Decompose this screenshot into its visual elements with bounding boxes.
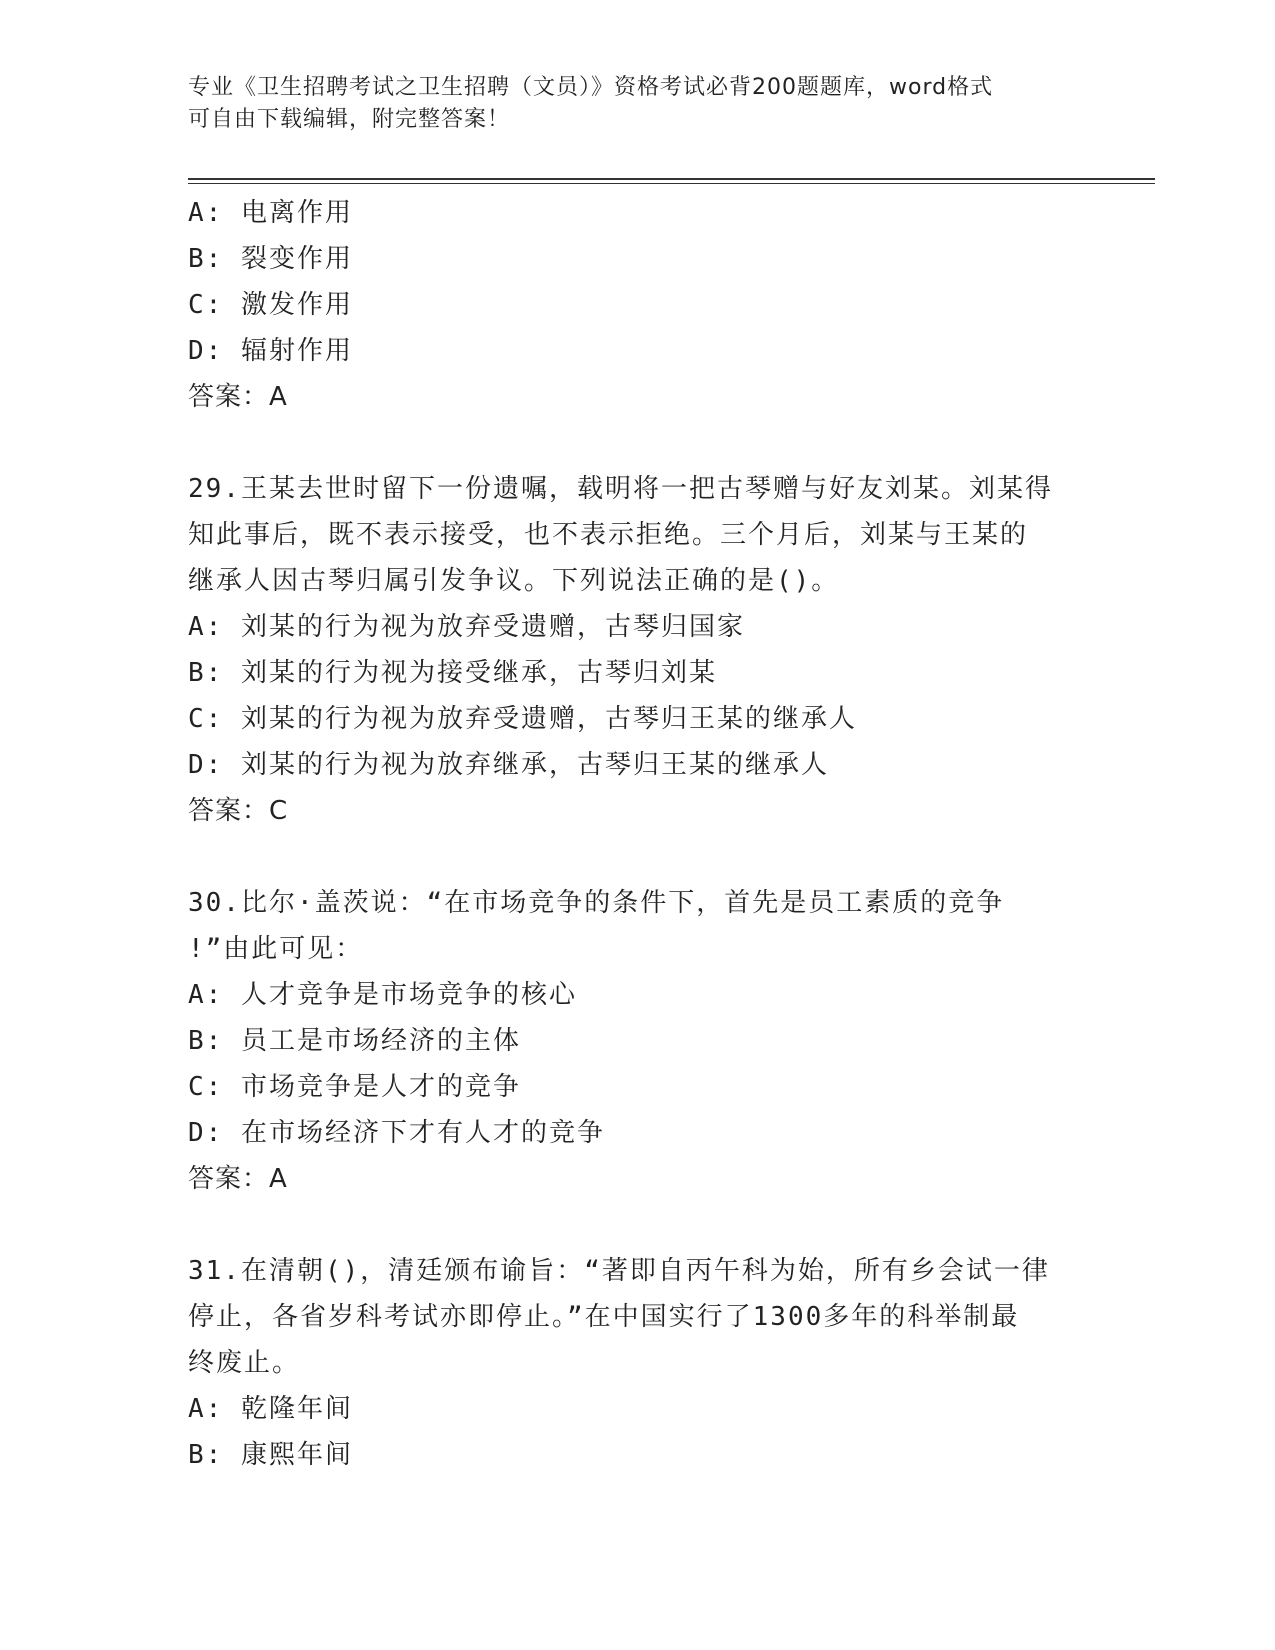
option-d: D: 在市场经济下才有人才的竞争 (188, 1118, 605, 1148)
answer: 答案：A (188, 1164, 288, 1194)
option-b: B: 裂变作用 (188, 244, 353, 274)
header-rule-thick (188, 178, 1155, 180)
question-stem-line: 继承人因古琴归属引发争议。下列说法正确的是()。 (188, 566, 840, 596)
question-28 (188, 190, 1088, 420)
header-line-1: 专业《卫生招聘考试之卫生招聘（文员）》资格考试必背200题题库，word格式 (188, 75, 994, 100)
answer: 答案：A (188, 382, 288, 412)
document-body (188, 190, 1088, 1478)
question-31 (188, 1248, 1088, 1478)
option-c: C: 激发作用 (188, 290, 353, 320)
header-line-2: 可自由下载编辑，附完整答案！ (188, 107, 511, 132)
header-rule-thin (188, 183, 1155, 184)
option-b: B: 员工是市场经济的主体 (188, 1026, 521, 1056)
document-header (188, 72, 1088, 136)
answer: 答案：C (188, 796, 289, 826)
option-a: A: 电离作用 (188, 198, 353, 228)
option-a: A: 乾隆年间 (188, 1394, 353, 1424)
question-stem-line: 停止，各省岁科考试亦即停止。”在中国实行了1300多年的科举制最 (188, 1302, 1020, 1332)
question-stem-line: !”由此可见： (188, 934, 364, 964)
question-stem-line: 31.在清朝()，清廷颁布谕旨：“著即自丙午科为始，所有乡会试一律 (188, 1256, 1050, 1286)
option-c: C: 市场竞争是人才的竞争 (188, 1072, 521, 1102)
question-stem-line: 终废止。 (188, 1348, 301, 1378)
spacer (188, 834, 1088, 880)
option-d: D: 刘某的行为视为放弃继承，古琴归王某的继承人 (188, 750, 829, 780)
option-d: D: 辐射作用 (188, 336, 353, 366)
option-b: B: 刘某的行为视为接受继承，古琴归刘某 (188, 658, 717, 688)
option-c: C: 刘某的行为视为放弃受遗赠，古琴归王某的继承人 (188, 704, 857, 734)
question-stem-line: 30.比尔·盖茨说：“在市场竞争的条件下，首先是员工素质的竞争 (188, 888, 1005, 918)
spacer (188, 420, 1088, 466)
question-30 (188, 880, 1088, 1202)
option-b: B: 康熙年间 (188, 1440, 353, 1470)
option-a: A: 刘某的行为视为放弃受遗赠，古琴归国家 (188, 612, 745, 642)
question-29 (188, 466, 1088, 834)
question-stem-line: 29.王某去世时留下一份遗嘱，载明将一把古琴赠与好友刘某。刘某得 (188, 474, 1053, 504)
option-a: A: 人才竞争是市场竞争的核心 (188, 980, 577, 1010)
question-stem-line: 知此事后，既不表示接受，也不表示拒绝。三个月后，刘某与王某的 (188, 520, 1029, 550)
spacer (188, 1202, 1088, 1248)
